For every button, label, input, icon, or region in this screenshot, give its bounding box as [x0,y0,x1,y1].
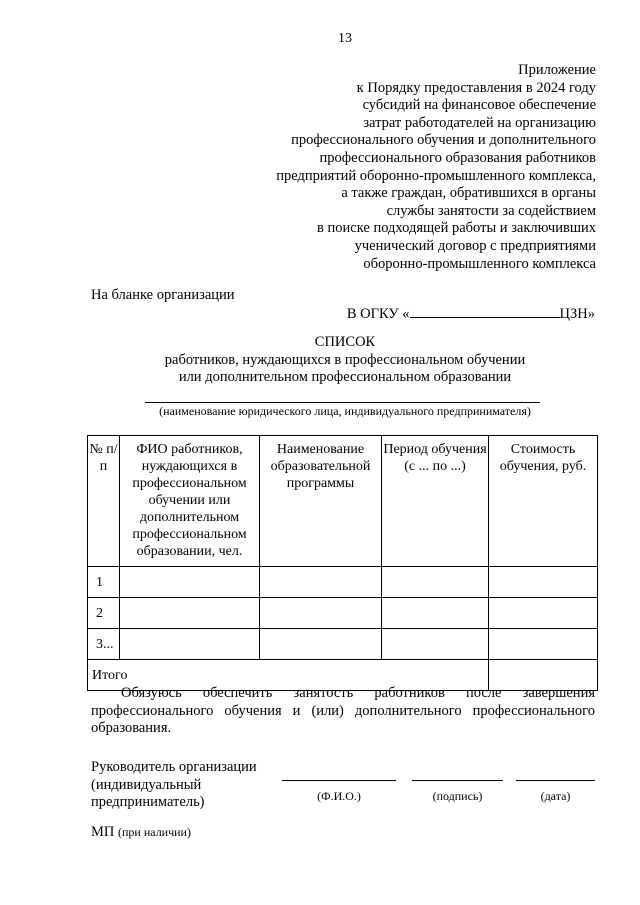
appendix-block [276,62,596,273]
row-number: 2 [88,598,120,629]
stamp-label: МП [91,824,115,840]
stamp-placeholder [91,824,191,841]
appendix-line: а также граждан, обратившихся в органы [341,185,596,202]
list-title [0,334,640,387]
appendix-line: затрат работодателей на организацию [363,114,596,131]
head-label-line: предприниматель) [91,794,205,810]
table-cell[interactable] [260,598,382,629]
table-cell[interactable] [260,629,382,660]
fio-signature-line[interactable] [282,780,396,781]
table-cell[interactable] [260,567,382,598]
appendix-line: к Порядку предоставления в 2024 году [356,79,596,96]
table-cell[interactable] [120,567,260,598]
addressee [347,305,595,323]
row-number: 1 [88,567,120,598]
column-header: Наименование образовательной программы [260,436,382,567]
appendix-line: ученический договор с предприятиями [354,237,596,254]
appendix-line: профессионального образования работников [319,149,596,166]
table-row [88,629,598,660]
table-cell[interactable] [120,598,260,629]
table-cell[interactable] [489,567,598,598]
date-line[interactable] [516,780,595,781]
appendix-line: Приложение [518,62,596,78]
addressee-blank-field[interactable] [410,305,560,318]
table-cell[interactable] [382,567,489,598]
employees-table [87,435,598,691]
column-header: Период обучения (с ... по ...) [382,436,489,567]
organization-name-line[interactable] [145,402,540,403]
obligation-text: Обязуюсь обеспечить занятость работников после завершения профессионального обучения и (или) дополнительного профессионального образования. [91,685,595,736]
signature-line[interactable] [412,780,503,781]
row-number: 3... [88,629,120,660]
appendix-line: службы занятости за содействием [386,202,596,219]
table-cell[interactable] [489,598,598,629]
signature-caption: (подпись) [432,789,483,803]
table-row [88,598,598,629]
table-row [88,567,598,598]
letterhead-note: На бланке организации [91,287,235,303]
appendix-line: предприятий оборонно-промышленного комплекса, [276,167,596,184]
date-caption: (дата) [540,789,571,803]
head-label-line: (индивидуальный [91,776,202,793]
list-subtitle-line: работников, нуждающихся в профессиональном обучении [164,351,526,368]
appendix-line: в поиске подходящей работы и заключивших [317,220,596,237]
addressee-suffix: ЦЗН» [559,306,595,322]
list-subtitle-line: или дополнительном профессиональном образовании [178,369,512,385]
table-cell[interactable] [489,629,598,660]
fio-caption: (Ф.И.О.) [317,789,361,803]
column-header: ФИО работников, нуждающихся в профессиональном обучении или дополнительном профессиональном образовании, чел. [120,436,260,567]
organization-name-caption: (наименование юридического лица, индивидуального предпринимателя) [159,404,531,418]
table-header-row [88,436,598,567]
table-cell[interactable] [382,598,489,629]
total-label: Итого [88,660,489,691]
head-of-organization-label [91,759,257,812]
column-header: № п/п [88,436,120,567]
addressee-prefix: В ОГКУ « [346,306,410,322]
list-heading: СПИСОК [314,334,376,350]
head-label-line: Руководитель организации [91,759,257,775]
table-cell[interactable] [120,629,260,660]
stamp-note: (при наличии) [118,825,191,839]
appendix-line: субсидий на финансовое обеспечение [362,97,596,114]
page-number: 13 [338,31,352,46]
appendix-line: профессионального обучения и дополнительного [291,132,596,149]
table-cell[interactable] [382,629,489,660]
column-header: Стоимость обучения, руб. [489,436,598,567]
appendix-line: оборонно-промышленного комплекса [363,255,596,272]
